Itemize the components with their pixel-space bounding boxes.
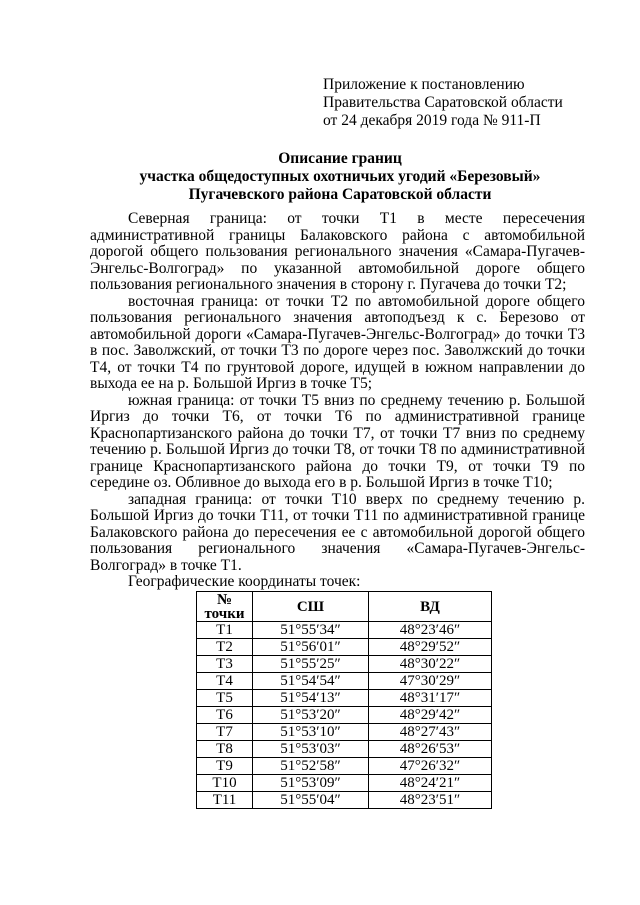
south-boundary-paragraph: южная граница: от точки Т5 вниз по среднему течению р. Большой Иргиз до точки Т6, от точки Т6 по административной границе Краснопартизанского района до точки Т7, от точки Т7 вниз по среднему течению р. Большой Иргиз до точки Т8, от точки Т8 по административной границе Краснопартизанского района до точки Т9, от точки Т9 по середине оз. Обливное до выхода его в р. Большой Иргиз в точке Т10; — [90, 391, 585, 491]
latitude-cell: 51°54′54″ — [253, 673, 369, 690]
longitude-cell: 48°31′17″ — [369, 690, 492, 707]
longitude-cell: 48°24′21″ — [369, 775, 492, 792]
point-cell: Т10 — [197, 775, 253, 792]
table-row — [197, 622, 492, 639]
table-row — [197, 741, 492, 758]
appendix-note — [323, 76, 623, 130]
longitude-cell: 48°29′52″ — [369, 639, 492, 656]
coordinates-heading: Географические координаты точек: — [128, 573, 361, 590]
table-header-row — [197, 592, 492, 622]
latitude-cell: 51°53′09″ — [253, 775, 369, 792]
table-row — [197, 707, 492, 724]
point-cell: Т4 — [197, 673, 253, 690]
longitude-cell: 48°29′42″ — [369, 707, 492, 724]
point-cell: Т7 — [197, 724, 253, 741]
table-row — [197, 775, 492, 792]
appendix-line: Правительства Саратовской области — [323, 94, 563, 111]
table-row — [197, 758, 492, 775]
appendix-line: Приложение к постановлению — [323, 76, 525, 93]
latitude-cell: 51°55′25″ — [253, 656, 369, 673]
point-cell: Т5 — [197, 690, 253, 707]
table-row — [197, 656, 492, 673]
table-row — [197, 639, 492, 656]
appendix-line: от 24 декабря 2019 года № 911-П — [323, 112, 541, 129]
latitude-cell: 51°53′20″ — [253, 707, 369, 724]
point-cell: Т3 — [197, 656, 253, 673]
point-cell: Т1 — [197, 622, 253, 639]
longitude-cell: 48°26′53″ — [369, 741, 492, 758]
point-cell: Т11 — [197, 792, 253, 809]
west-boundary-paragraph: западная граница: от точки Т10 вверх по среднему течению р. Большой Иргиз до точки Т11, от точки Т11 по административной границе Балаковского района до пересечения ее с автомобильной дорогой общего пользования регионального значения «Самара-Пугачев-Энгельс-Волгоград» в точке Т1. — [90, 490, 585, 574]
point-cell: Т6 — [197, 707, 253, 724]
title-line: Пугачевского района Саратовской области — [188, 186, 492, 203]
longitude-cell: 48°27′43″ — [369, 724, 492, 741]
point-cell: Т2 — [197, 639, 253, 656]
longitude-cell: 47°30′29″ — [369, 673, 492, 690]
latitude-cell: 51°52′58″ — [253, 758, 369, 775]
table-row — [197, 690, 492, 707]
longitude-cell: 48°30′22″ — [369, 656, 492, 673]
latitude-cell: 51°53′10″ — [253, 724, 369, 741]
latitude-cell: 51°54′13″ — [253, 690, 369, 707]
title-line: Описание границ — [278, 150, 402, 167]
latitude-cell: 51°56′01″ — [253, 639, 369, 656]
longitude-cell: 47°26′32″ — [369, 758, 492, 775]
header-point-number — [197, 592, 253, 622]
header-latitude: СШ — [253, 592, 369, 622]
header-longitude: ВД — [369, 592, 492, 622]
latitude-cell: 51°53′03″ — [253, 741, 369, 758]
north-boundary-paragraph: Северная граница: от точки Т1 в месте пересечения административной границы Балаковского района с автомобильной дорогой общего пользования регионального значения «Самара-Пугачев-Энгельс-Волгоград» по указанной автомобильной дороге общего пользования регионального значения в сторону г. Пугачева до точки Т2; — [90, 210, 585, 293]
latitude-cell: 51°55′34″ — [253, 622, 369, 639]
header-number-sign: № — [216, 591, 233, 608]
latitude-cell: 51°55′04″ — [253, 792, 369, 809]
title-line: участка общедоступных охотничьих угодий «Березовый» — [139, 168, 541, 185]
point-cell: Т9 — [197, 758, 253, 775]
point-cell: Т8 — [197, 741, 253, 758]
table-row — [197, 673, 492, 690]
boundary-description — [90, 211, 585, 591]
longitude-cell: 48°23′46″ — [369, 622, 492, 639]
east-boundary-paragraph: восточная граница: от точки Т2 по автомобильной дороге общего пользования регионального значения автоподъезд к с. Березово от автомобильной дороги «Самара-Пугачев-Энгельс-Волгоград» до точки Т3 в пос. Заволжский, от точки Т3 по дороге через пос. Заволжский до точки Т4, от точки Т4 по грунтовой дороге, идущей в южном направлении до выхода ее на р. Большой Иргиз в точке Т5; — [90, 292, 585, 392]
longitude-cell: 48°23′51″ — [369, 792, 492, 809]
header-point-word: точки — [204, 605, 245, 622]
document-title — [80, 150, 600, 204]
table-row — [197, 792, 492, 809]
table-row — [197, 724, 492, 741]
coordinates-table — [196, 591, 492, 809]
